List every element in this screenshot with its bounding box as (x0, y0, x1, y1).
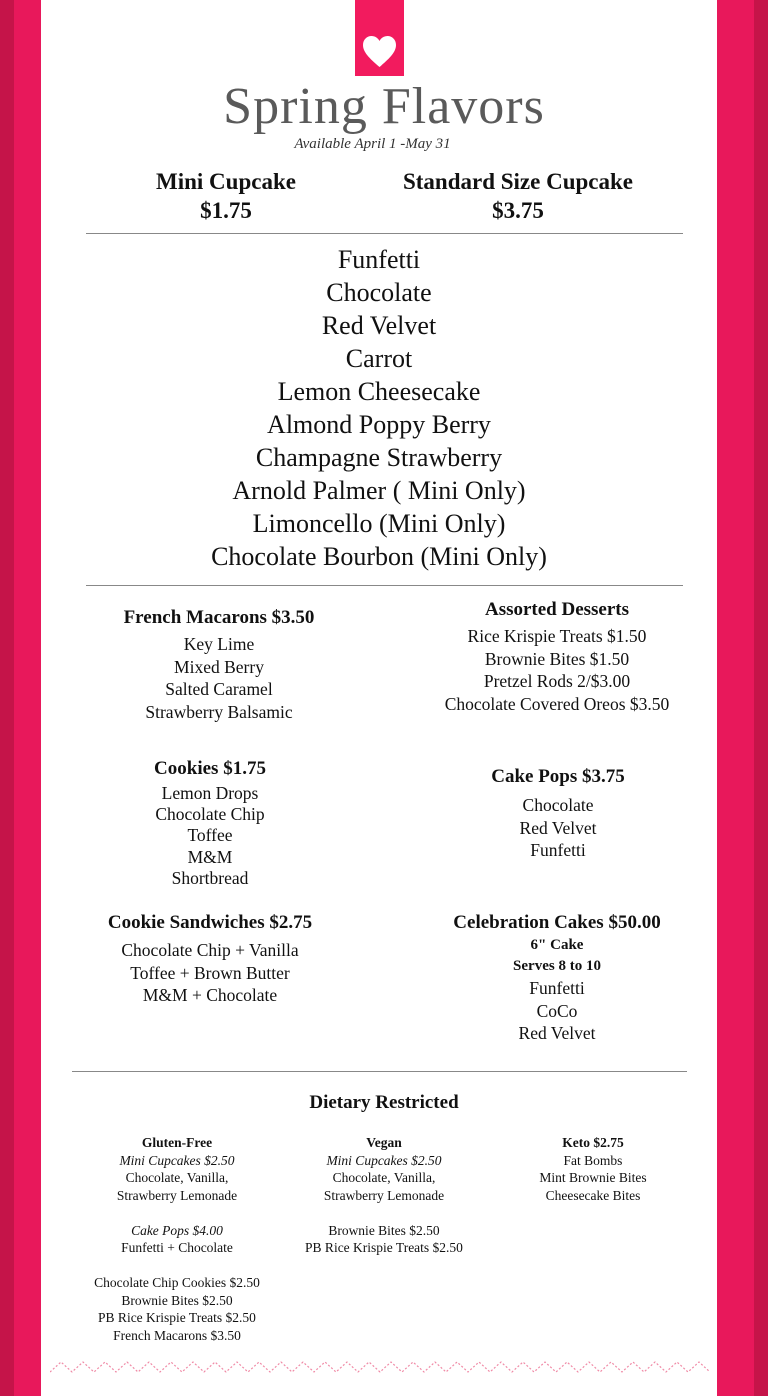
mini-cupcakes-label: Mini Cupcakes $2.50 (326, 1152, 442, 1168)
vegan-column (280, 1134, 488, 1257)
size-price: $1.75 (200, 198, 252, 223)
section-heading: Cookies $1.75 (154, 758, 266, 779)
list-item: Brownie Bites $1.50 (484, 648, 630, 669)
zigzag-border-decoration (50, 1356, 716, 1378)
spacer (280, 1204, 488, 1222)
flavor-item: Champagne Strawberry (255, 443, 503, 472)
list-item: CoCo (536, 1000, 578, 1021)
list-item: Chocolate Covered Oreos $3.50 (444, 694, 670, 715)
cake-pops-label: Cake Pops $4.00 (131, 1222, 223, 1238)
section-heading: Celebration Cakes $50.00 (453, 912, 661, 933)
list-item: Brownie Bites $2.50 (121, 1292, 233, 1308)
column-heading: Keto $2.75 (562, 1135, 624, 1150)
list-item: Chocolate (522, 795, 594, 815)
list-item: Funfetti (529, 978, 585, 998)
standard-cupcake-price-block (378, 167, 658, 225)
section-heading: Cake Pops $3.75 (491, 766, 625, 787)
french-macarons-section (70, 606, 368, 724)
list-item: Key Lime (183, 634, 255, 654)
size-name: Standard Size Cupcake (402, 169, 634, 194)
column-heading: Vegan (366, 1135, 402, 1150)
flavor-item: Funfetti (337, 245, 421, 274)
flavor-item: Almond Poppy Berry (267, 410, 491, 439)
list-item: Chocolate, Vanilla, (125, 1170, 229, 1185)
spacer (62, 1257, 292, 1275)
list-item: Toffee (187, 825, 233, 846)
section-heading: Cookie Sandwiches $2.75 (107, 912, 313, 933)
cookie-sandwiches-section (70, 911, 350, 1007)
size-price: $3.75 (492, 198, 544, 223)
section-heading: French Macarons $3.50 (123, 607, 315, 628)
list-item: Red Velvet (519, 817, 597, 838)
section-heading: Assorted Desserts (484, 599, 630, 620)
list-item: Brownie Bites $2.50 (328, 1222, 440, 1238)
list-item: Chocolate Chip Cookies $2.50 (94, 1275, 260, 1290)
availability-dates: Available April 1 -May 31 (294, 136, 451, 152)
keto-column (496, 1134, 690, 1204)
gluten-free-column (62, 1134, 292, 1344)
flavor-item: Carrot (345, 344, 413, 373)
list-item: Chocolate, Vanilla, (332, 1170, 436, 1185)
list-item: Chocolate Chip + Vanilla (121, 940, 299, 960)
list-item: Funfetti (530, 840, 586, 861)
flavor-item: Limoncello (Mini Only) (252, 509, 506, 538)
page-title: Spring Flavors (223, 78, 545, 135)
dietary-heading: Dietary Restricted (309, 1092, 459, 1113)
divider (72, 1071, 687, 1072)
list-item: Salted Caramel (165, 679, 273, 700)
flavor-item: Chocolate (326, 278, 432, 307)
assorted-desserts-section (400, 598, 714, 716)
list-item: PB Rice Krispie Treats $2.50 (305, 1240, 463, 1255)
divider (86, 585, 683, 586)
flavor-item: Arnold Palmer ( Mini Only) (232, 476, 526, 505)
celebration-cakes-section (418, 911, 696, 1045)
list-item: Cheesecake Bites (545, 1187, 641, 1203)
list-item: Strawberry Lemonade (116, 1187, 238, 1203)
right-border-stripe-inner (717, 0, 754, 1396)
list-item: Mixed Berry (174, 656, 264, 677)
list-item: Pretzel Rods 2/$3.00 (483, 671, 631, 692)
list-item: Strawberry Lemonade (323, 1187, 445, 1203)
heart-ribbon (355, 0, 404, 76)
flavor-item: Lemon Cheesecake (277, 377, 481, 406)
list-item: Fat Bombs (563, 1152, 623, 1168)
cake-pops-section (440, 765, 676, 862)
cake-serves: Serves 8 to 10 (513, 958, 601, 974)
list-item: Chocolate Chip (155, 804, 265, 825)
list-item: Mint Brownie Bites (539, 1170, 647, 1185)
cupcake-flavor-list (41, 243, 717, 573)
list-item: M&M (187, 846, 233, 867)
cookies-section (100, 758, 320, 889)
mini-cupcakes-label: Mini Cupcakes $2.50 (119, 1152, 235, 1168)
mini-cupcake-price-block (126, 167, 326, 225)
list-item: Lemon Drops (161, 783, 259, 803)
list-item: French Macarons $3.50 (113, 1327, 241, 1343)
list-item: M&M + Chocolate (142, 985, 278, 1006)
list-item: PB Rice Krispie Treats $2.50 (98, 1310, 256, 1325)
left-border-stripe (0, 0, 14, 1396)
list-item: Toffee + Brown Butter (130, 962, 290, 983)
divider (86, 233, 683, 234)
flavor-item: Red Velvet (321, 311, 437, 340)
cake-size: 6" Cake (530, 937, 584, 953)
list-item: Red Velvet (518, 1023, 596, 1044)
flavor-item: Chocolate Bourbon (Mini Only) (211, 542, 547, 571)
column-heading: Gluten-Free (141, 1135, 213, 1150)
heart-icon (363, 36, 396, 68)
right-border-stripe (754, 0, 768, 1396)
list-item: Funfetti + Chocolate (121, 1240, 233, 1255)
list-item: Strawberry Balsamic (145, 702, 293, 723)
left-border-stripe-inner (14, 0, 41, 1396)
spacer (62, 1204, 292, 1222)
size-name: Mini Cupcake (156, 169, 296, 194)
list-item: Rice Krispie Treats $1.50 (467, 626, 647, 646)
list-item: Shortbread (171, 867, 249, 888)
